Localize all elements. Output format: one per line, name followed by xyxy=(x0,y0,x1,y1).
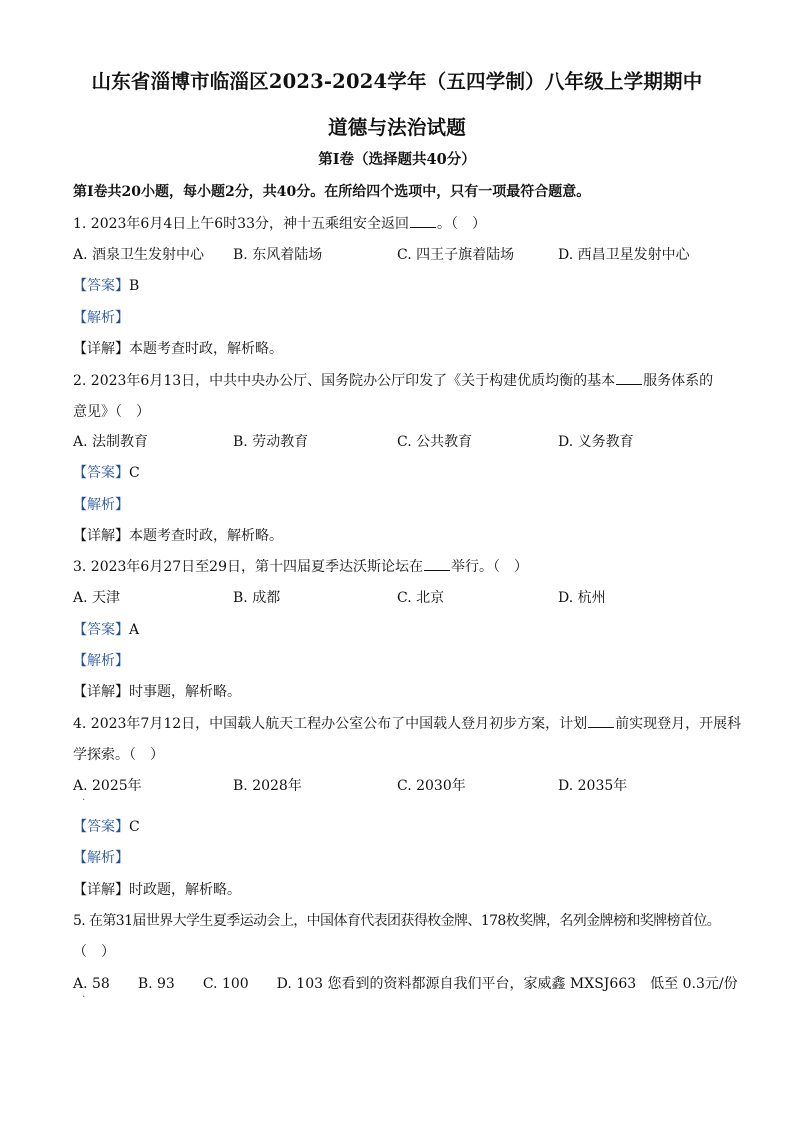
option-b: B. 成都 xyxy=(233,590,281,606)
question-2-stem-cont: 意见》（ ） xyxy=(73,404,150,420)
answer-line xyxy=(73,619,139,639)
option-d: D. 2035年 xyxy=(558,778,628,794)
question-stem-text: 前实现登月，开展科 xyxy=(615,716,742,732)
detail-line xyxy=(73,525,283,545)
answer-blank xyxy=(588,715,614,728)
detail-text: 时政题，解析略。 xyxy=(129,882,241,898)
option-a: A. 天津 xyxy=(73,590,121,606)
answer-line xyxy=(73,462,140,482)
option-b: B. 2028年 xyxy=(233,778,302,794)
section-heading: 第Ⅰ卷（选择题共40分） xyxy=(318,151,476,168)
analysis-line xyxy=(73,307,129,327)
option-b: B. 劳动教育 xyxy=(233,434,309,450)
answer-label: 【答案】 xyxy=(73,819,129,835)
answer-value: C xyxy=(129,465,140,481)
detail-line xyxy=(73,879,241,899)
question-4-stem-cont: 学探索。（ ） xyxy=(73,747,164,763)
option-c: C. 北京 xyxy=(397,590,445,606)
question-4-stem xyxy=(73,713,741,733)
option-a: A. 法制教育 xyxy=(73,434,149,450)
option-d: D. 西昌卫星发射中心 xyxy=(558,247,690,263)
answer-label: 【答案】 xyxy=(73,622,129,638)
answer-blank xyxy=(616,372,642,385)
option-b: B. 东风着陆场 xyxy=(233,247,323,263)
detail-label: 【详解】 xyxy=(73,528,129,544)
answer-value: C xyxy=(129,819,140,835)
question-stem-text: 2. 2023年6月13日，中共中央办公厅、国务院办公厅印发了《关于构建优质均衡的基本 xyxy=(73,373,616,389)
detail-label: 【详解】 xyxy=(73,341,129,357)
detail-text: 时事题，解析略。 xyxy=(129,684,241,700)
option-c: C. 公共教育 xyxy=(397,434,473,450)
detail-line xyxy=(73,338,283,358)
answer-blank xyxy=(424,558,450,571)
question-2-stem xyxy=(73,370,713,390)
analysis-line xyxy=(73,494,129,514)
instructions: 第Ⅰ卷共20小题，每小题2分，共40分。在所给四个选项中，只有一项最符合题意。 xyxy=(73,184,591,200)
detail-text: 本题考查时政，解析略。 xyxy=(129,528,283,544)
option-d: D. 杭州 xyxy=(558,590,606,606)
question-stem-text: 1. 2023年6月4日上午6时33分，神十五乘组安全返回 xyxy=(73,216,409,232)
analysis-label: 【解析】 xyxy=(73,497,129,513)
analysis-line xyxy=(73,650,129,670)
detail-text: 本题考查时政，解析略。 xyxy=(129,341,283,357)
question-stem-text: 3. 2023年6月27日至29日，第十四届夏季达沃斯论坛在 xyxy=(73,559,423,575)
question-3-stem xyxy=(73,556,528,576)
answer-blank xyxy=(410,215,436,228)
detail-line xyxy=(73,681,241,701)
question-stem-text: 。（ ） xyxy=(436,216,486,232)
question-stem-text: 4. 2023年7月12日，中国载人航天工程办公室公布了中国载人登月初步方案，计划 xyxy=(73,716,588,732)
analysis-label: 【解析】 xyxy=(73,653,129,669)
option-a: A. 酒泉卫生发射中心 xyxy=(73,247,205,263)
detail-label: 【详解】 xyxy=(73,684,129,700)
answer-label: 【答案】 xyxy=(73,465,129,481)
answer-label: 【答案】 xyxy=(73,278,129,294)
answer-value: A xyxy=(129,622,140,638)
mark-dot: · xyxy=(82,992,86,1003)
question-5-stem-cont: （ ） xyxy=(73,944,115,960)
question-5-stem: 5. 在第31届世界大学生夏季运动会上，中国体育代表团获得枚金牌、178枚奖牌，名列金牌榜和奖牌榜首位。 xyxy=(73,913,721,929)
option-a: A. 2025年 xyxy=(73,778,142,794)
option-d: D. 义务教育 xyxy=(558,434,634,450)
question-stem-text: 服务体系的 xyxy=(643,373,714,389)
question-1-stem xyxy=(73,213,486,233)
answer-line xyxy=(73,816,140,836)
detail-label: 【详解】 xyxy=(73,882,129,898)
mark-dot: · xyxy=(82,795,86,806)
analysis-label: 【解析】 xyxy=(73,310,129,326)
document-title-line1: 山东省淄博市临淄区2023-2024学年（五四学制）八年级上学期期中 xyxy=(91,70,703,93)
question-stem-text: 举行。（ ） xyxy=(450,559,528,575)
answer-value: B xyxy=(129,278,140,294)
analysis-line xyxy=(73,847,129,867)
question-5-options: A. 58 B. 93 C. 100 D. 103 您看到的资料都源自我们平台，家威鑫 MXSJ663 低至 0.3元/份 xyxy=(73,976,738,992)
option-c: C. 2030年 xyxy=(397,778,466,794)
analysis-label: 【解析】 xyxy=(73,850,129,866)
answer-line xyxy=(73,275,139,295)
document-title-line2: 道德与法治试题 xyxy=(328,116,466,139)
option-c: C. 四王子旗着陆场 xyxy=(397,247,515,263)
